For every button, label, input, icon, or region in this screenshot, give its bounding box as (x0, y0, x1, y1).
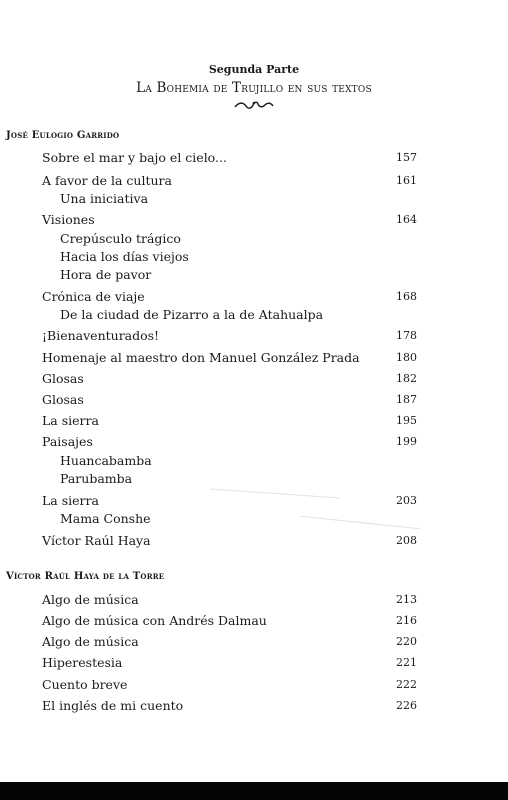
entry-title: Glosas (42, 371, 84, 386)
toc-entry (0, 307, 508, 325)
entry-title: Homenaje al maestro don Manuel González Prada (42, 350, 360, 365)
author-heading: José Eulogio Garrido (6, 130, 120, 141)
page-number: 195 (396, 414, 417, 427)
entry-title: Algo de música (42, 592, 139, 607)
entry-title: Hacia los días viejos (60, 249, 189, 264)
page-number: 168 (396, 290, 417, 303)
toc-entry (0, 191, 508, 209)
toc-entry (0, 173, 508, 191)
toc-entry (0, 413, 508, 431)
toc-entry (0, 511, 508, 529)
page-number: 178 (396, 329, 417, 342)
entry-title: Víctor Raúl Haya (42, 533, 151, 548)
page-number: 187 (396, 393, 417, 406)
toc-entry (0, 267, 508, 285)
page-number: 226 (396, 699, 417, 712)
entry-title: Mama Conshe (60, 511, 151, 526)
toc-entry (0, 350, 508, 368)
toc-entry (0, 392, 508, 410)
page-number: 182 (396, 372, 417, 385)
toc-entry (0, 471, 508, 489)
entry-title: Huancabamba (60, 453, 152, 468)
entry-title: Crónica de viaje (42, 289, 145, 304)
toc-entry (0, 698, 508, 716)
toc-entry (0, 613, 508, 631)
entry-title: Glosas (42, 392, 84, 407)
page-number: 222 (396, 678, 417, 691)
page-number: 213 (396, 593, 417, 606)
entry-title: Visiones (42, 212, 95, 227)
toc-entry (0, 231, 508, 249)
toc-entry (0, 634, 508, 652)
page-number: 208 (396, 534, 417, 547)
toc-entry (0, 371, 508, 389)
entry-title: A favor de la cultura (42, 173, 172, 188)
page-number: 161 (396, 174, 417, 187)
scan-bottom-border (0, 782, 508, 800)
page-number: 220 (396, 635, 417, 648)
page-number: 180 (396, 351, 417, 364)
toc-entry (0, 677, 508, 695)
toc-entry (0, 592, 508, 610)
entry-title: Algo de música (42, 634, 139, 649)
entry-title: Paisajes (42, 434, 93, 449)
entry-title: ¡Bienaventurados! (42, 328, 160, 343)
page-number: 221 (396, 656, 417, 669)
page-number: 203 (396, 494, 417, 507)
page-number: 157 (396, 151, 417, 164)
entry-title: Hora de pavor (60, 267, 152, 282)
toc-entry (0, 434, 508, 452)
page-number: 199 (396, 435, 417, 448)
entry-title: La sierra (42, 493, 99, 508)
entry-title: De la ciudad de Pizarro a la de Atahualpa (60, 307, 324, 322)
toc-entry (0, 289, 508, 307)
page-number: 164 (396, 213, 417, 226)
entry-title: Una iniciativa (60, 191, 149, 206)
toc-entry (0, 150, 508, 168)
section-title: La Bohemia de Trujillo en sus textos (136, 80, 372, 96)
toc-entry (0, 212, 508, 230)
entry-title: Cuento breve (42, 677, 128, 692)
entry-title: Crepúsculo trágico (60, 231, 181, 246)
entry-title: Sobre el mar y bajo el cielo... (42, 150, 227, 165)
entry-title: Hiperestesia (42, 655, 123, 670)
toc-entry (0, 328, 508, 346)
flourish-ornament-icon (233, 98, 275, 112)
part-label: Segunda Parte (208, 63, 300, 76)
toc-entry (0, 533, 508, 551)
entry-title: El inglés de mi cuento (42, 698, 184, 713)
entry-title: Algo de música con Andrés Dalmau (42, 613, 267, 628)
toc-entry (0, 655, 508, 673)
author-heading: Víctor Raúl Haya de la Torre (6, 571, 165, 582)
page-number: 216 (396, 614, 417, 627)
toc-entry (0, 493, 508, 511)
entry-title: Parubamba (60, 471, 133, 486)
toc-entry (0, 249, 508, 267)
entry-title: La sierra (42, 413, 99, 428)
toc-entry (0, 453, 508, 471)
